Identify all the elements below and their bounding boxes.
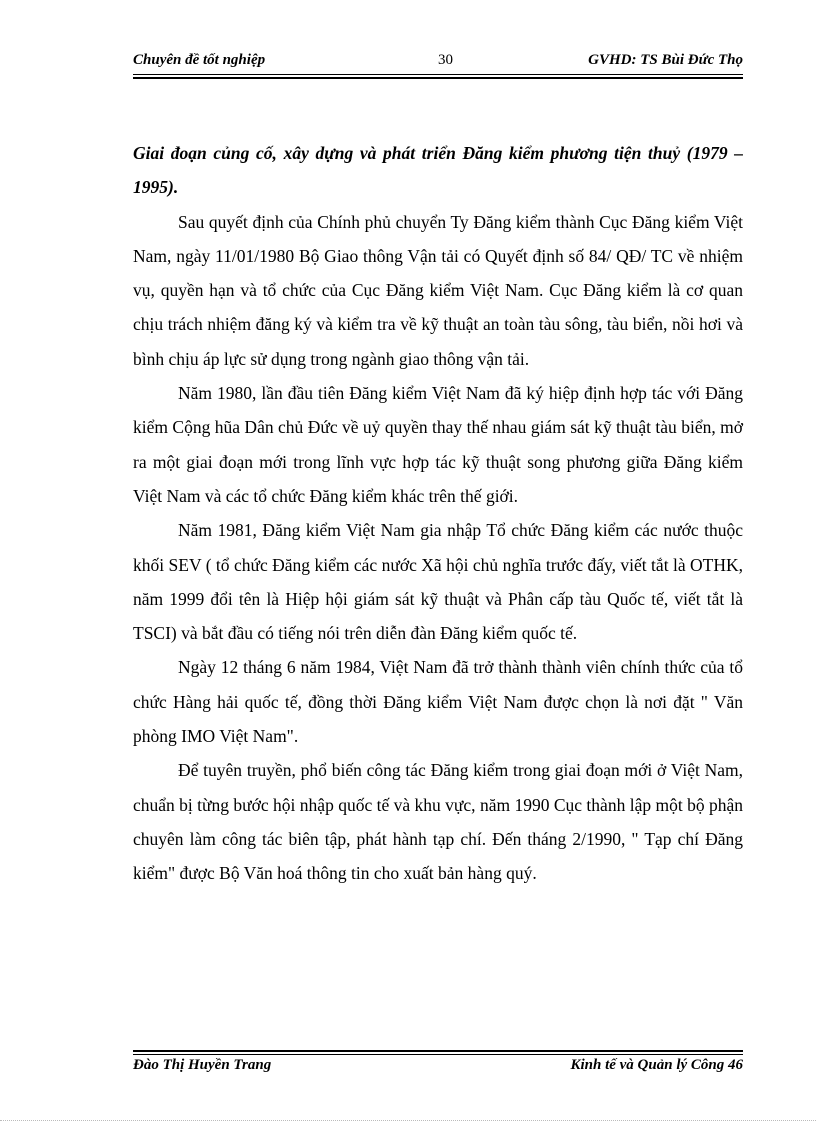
page-body [133,136,743,891]
page-footer [133,1057,743,1079]
footer-class: Kinh tế và Quản lý Công 46 [570,1057,743,1073]
header-page-number: 30 [438,52,453,68]
footer-author: Đào Thị Huyền Trang [133,1057,272,1073]
paragraph-3: Năm 1981, Đăng kiểm Việt Nam gia nhập Tổ chức Đăng kiểm các nước thuộc khối SEV ( tổ chức Đăng kiểm các nước Xã hội chủ nghĩa trước đấy, viết tắt là OTHK, năm 1999 đổi tên là Hiệp hội giám sát kỹ thuật và Phân cấp tàu Quốc tế, viết tắt là TSCI) và bắt đầu có tiếng nói trên diễn đàn Đăng kiểm quốc tế. [133,520,743,644]
header-document-title: Chuyên đề tốt nghiệp [133,52,266,68]
header-advisor: GVHD: TS Bùi Đức Thọ [588,52,743,68]
footer-divider [133,1050,743,1055]
page-edge-divider [0,1120,816,1121]
page-header [133,52,743,74]
paragraph-2: Năm 1980, lần đầu tiên Đăng kiểm Việt Nam đã ký hiệp định hợp tác với Đăng kiểm Cộng hũa Dân chủ Đức về uỷ quyền thay thế nhau giám sát kỹ thuật tàu biển, mở ra một giai đoạn mới trong lĩnh vực hợp tác kỹ thuật song phương giữa Đăng kiểm Việt Nam và các tổ chức Đăng kiểm khác trên thế giới. [133,383,743,506]
paragraph-1: Sau quyết định của Chính phủ chuyển Ty Đăng kiểm thành Cục Đăng kiểm Việt Nam, ngày 11/01/1980 Bộ Giao thông Vận tải có Quyết định số 84/ QĐ/ TC về nhiệm vụ, quyền hạn và tổ chức của Cục Đăng kiểm Việt Nam. Cục Đăng kiểm là cơ quan chịu trách nhiệm đăng ký và kiểm tra về kỹ thuật an toàn tàu sông, tàu biển, nồi hơi và bình chịu áp lực sử dụng trong ngành giao thông vận tải. [133,211,743,369]
paragraph-4: Ngày 12 tháng 6 năm 1984, Việt Nam đã trở thành thành viên chính thức của tổ chức Hàng hải quốc tế, đồng thời Đăng kiểm Việt Nam được chọn là nơi đặt " Văn phòng IMO Việt Nam". [133,657,743,747]
paragraph-5: Để tuyên truyền, phổ biến công tác Đăng kiểm trong giai đoạn mới ở Việt Nam, chuẩn bị từng bước hội nhập quốc tế và khu vực, năm 1990 Cục thành lập một bộ phận chuyên làm công tác biên tập, phát hành tạp chí. Đến tháng 2/1990, " Tạp chí Đăng kiểm" được Bộ Văn hoá thông tin cho xuất bản hàng quý. [133,760,743,884]
header-divider [133,74,743,79]
section-heading: Giai đoạn củng cố, xây dựng và phát triển Đăng kiểm phương tiện thuỷ (1979 – 1995). [133,143,743,198]
